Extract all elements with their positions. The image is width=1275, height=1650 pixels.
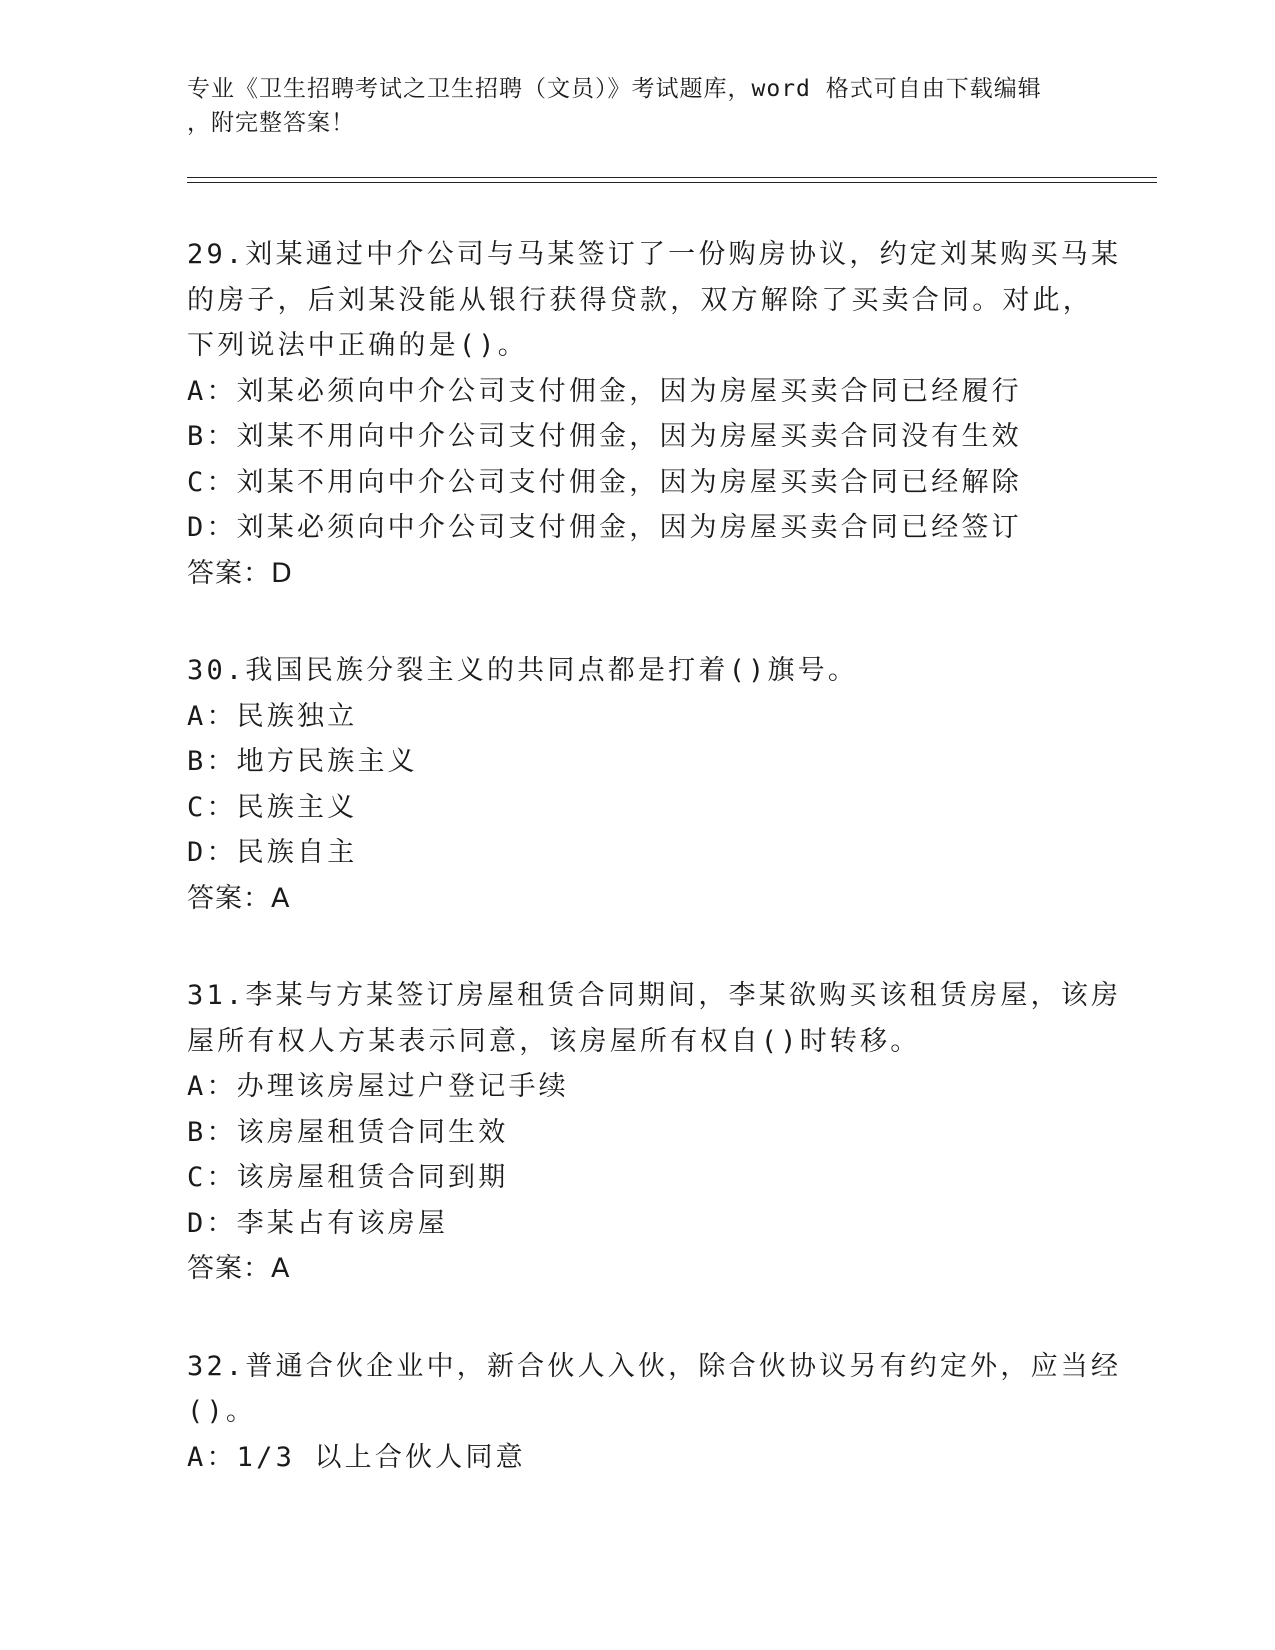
question-31 xyxy=(187,973,1122,1292)
option-c: C：民族主义 xyxy=(187,791,358,823)
question-stem-line: 屋所有权人方某表示同意，该房屋所有权自()时转移。 xyxy=(187,1025,921,1057)
answer-line: 答案：A xyxy=(187,882,291,914)
answer-line: 答案：A xyxy=(187,1253,291,1284)
document-header xyxy=(187,72,1087,140)
answer-line: 答案：D xyxy=(187,557,293,589)
header-divider xyxy=(187,177,1157,178)
option-c: C：该房屋租赁合同到期 xyxy=(187,1162,509,1193)
option-d: D：民族自主 xyxy=(187,837,358,868)
header-divider xyxy=(187,182,1157,183)
option-b: B：地方民族主义 xyxy=(187,746,418,777)
option-a: A：1/3 以上合伙人同意 xyxy=(187,1441,526,1473)
option-b: B：刘某不用向中介公司支付佣金，因为房屋买卖合同没有生效 xyxy=(187,421,1022,452)
question-32 xyxy=(187,1344,1122,1481)
question-stem-line: 32.普通合伙企业中，新合伙人入伙，除合伙协议另有约定外，应当经 xyxy=(187,1350,1122,1382)
question-stem-line: 31.李某与方某签订房屋租赁合同期间，李某欲购买该租赁房屋，该房 xyxy=(187,980,1122,1011)
option-a: A：刘某必须向中介公司支付佣金，因为房屋买卖合同已经履行 xyxy=(187,375,1022,407)
option-c: C：刘某不用向中介公司支付佣金，因为房屋买卖合同已经解除 xyxy=(187,466,1022,498)
option-b: B：该房屋租赁合同生效 xyxy=(187,1116,509,1148)
question-stem-line: 30.我国民族分裂主义的共同点都是打着()旗号。 xyxy=(187,655,859,686)
option-a: A：办理该房屋过户登记手续 xyxy=(187,1071,569,1102)
option-d: D：刘某必须向中介公司支付佣金，因为房屋买卖合同已经签订 xyxy=(187,512,1022,543)
header-line: 专业《卫生招聘考试之卫生招聘（文员）》考试题库，word 格式可自由下载编辑 xyxy=(187,76,1042,102)
question-stem-line: ()。 xyxy=(187,1396,257,1427)
question-stem-line: 的房子，后刘某没能从银行获得贷款，双方解除了买卖合同。对此， xyxy=(187,284,1093,316)
option-d: D：李某占有该房屋 xyxy=(187,1207,449,1239)
question-list xyxy=(187,232,1122,1532)
question-30 xyxy=(187,648,1087,921)
option-a: A：民族独立 xyxy=(187,700,358,732)
question-29 xyxy=(187,232,1122,596)
header-line: ，附完整答案！ xyxy=(187,110,355,136)
question-stem-line: 29.刘某通过中介公司与马某签订了一份购房协议，约定刘某购买马某 xyxy=(187,239,1122,270)
question-stem-line: 下列说法中正确的是()。 xyxy=(187,330,528,361)
